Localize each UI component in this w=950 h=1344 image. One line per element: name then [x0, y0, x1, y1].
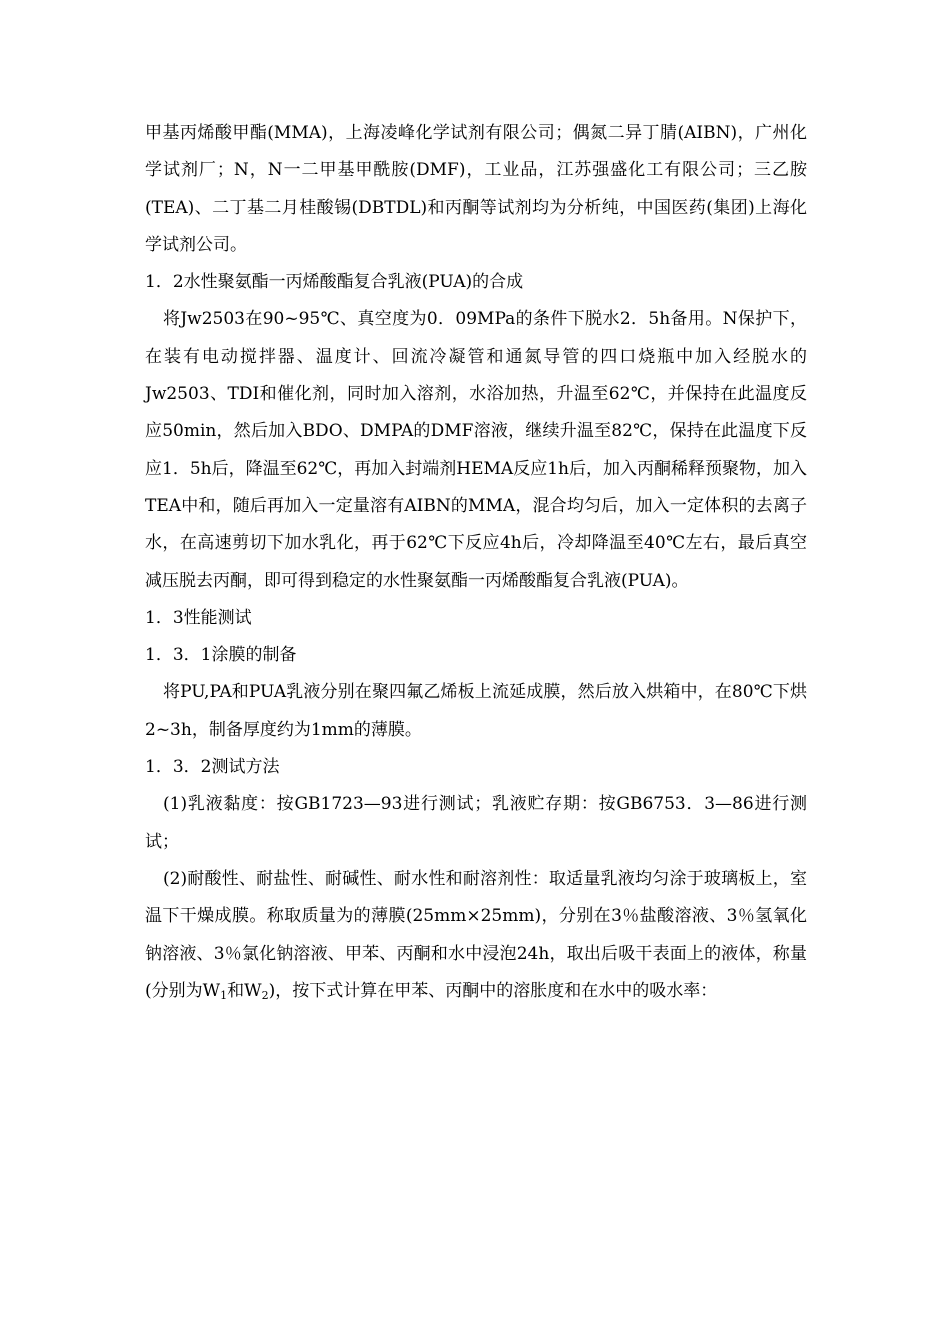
- subscript-2: 2: [261, 988, 269, 1002]
- paragraph-test-resistance: [145, 861, 807, 1010]
- paragraph-film-preparation: 将PU,PA和PUA乳液分别在聚四氟乙烯板上流延成膜，然后放入烘箱中，在80℃下烘2~3h，制备厚度约为1mm的薄膜。: [145, 682, 807, 740]
- subscript-1: 1: [220, 988, 228, 1002]
- paragraph-test-viscosity: (1)乳液黏度：按GB1723—93进行测试；乳液贮存期：按GB6753．3—86进行测试；: [145, 794, 807, 852]
- document-body: [145, 115, 807, 1010]
- test-resistance-text-a: (2)耐酸性、耐盐性、耐碱性、耐水性和耐溶剂性：取适量乳液均匀涂于玻璃板上，室温下干燥成膜。称取质量为的薄膜(25mm×25mm)，分别在3％盐酸溶液、3％氢氧化钠溶液、3％氯化钠溶液、甲苯、丙酮和水中浸泡24h，取出后吸干表面上的液体，称量(分别为W: [145, 868, 807, 1001]
- paragraph-synthesis: 将Jw2503在90~95℃、真空度为0．09MPa的条件下脱水2．5h备用。N保护下，在装有电动搅拌器、温度计、回流冷凝管和通氮导管的四口烧瓶中加入经脱水的Jw2503、TDI和催化剂，同时加入溶剂，水浴加热，升温至62℃，并保持在此温度反应50min，然后加入BDO、DMPA的DMF溶液，继续升温至82℃，保持在此温度下反应1．5h后，降温至62℃，再加入封端剂HEMA反应1h后，加入丙酮稀释预聚物，加入TEA中和，随后再加入一定量溶有AIBN的MMA，混合均匀后，加入一定体积的去离子水，在高速剪切下加水乳化，再于62℃下反应4h后，冷却降温至40℃左右，最后真空减压脱去丙酮，即可得到稳定的水性聚氨酯一丙烯酸酯复合乳液(PUA)。: [145, 309, 807, 591]
- section-heading-1-2: 1．2水性聚氨酯一丙烯酸酯复合乳液(PUA)的合成: [145, 272, 524, 293]
- paragraph-materials: 甲基丙烯酸甲酯(MMA)，上海凌峰化学试剂有限公司；偶氮二异丁腈(AIBN)，广州化学试剂厂；N，N一二甲基甲酰胺(DMF)，工业品，江苏强盛化工有限公司；三乙胺(TEA)、二丁基二月桂酸锡(DBTDL)和丙酮等试剂均为分析纯，中国医药(集团)上海化学试剂公司。: [145, 123, 807, 255]
- section-heading-1-3-1: 1．3．1涂膜的制备: [145, 645, 297, 666]
- test-resistance-text-b: 和W: [227, 980, 262, 1001]
- test-resistance-text-c: )，按下式计算在甲苯、丙酮中的溶胀度和在水中的吸水率：: [268, 980, 718, 1001]
- section-heading-1-3-2: 1．3．2测试方法: [145, 757, 280, 778]
- section-heading-1-3: 1．3性能测试: [145, 607, 252, 628]
